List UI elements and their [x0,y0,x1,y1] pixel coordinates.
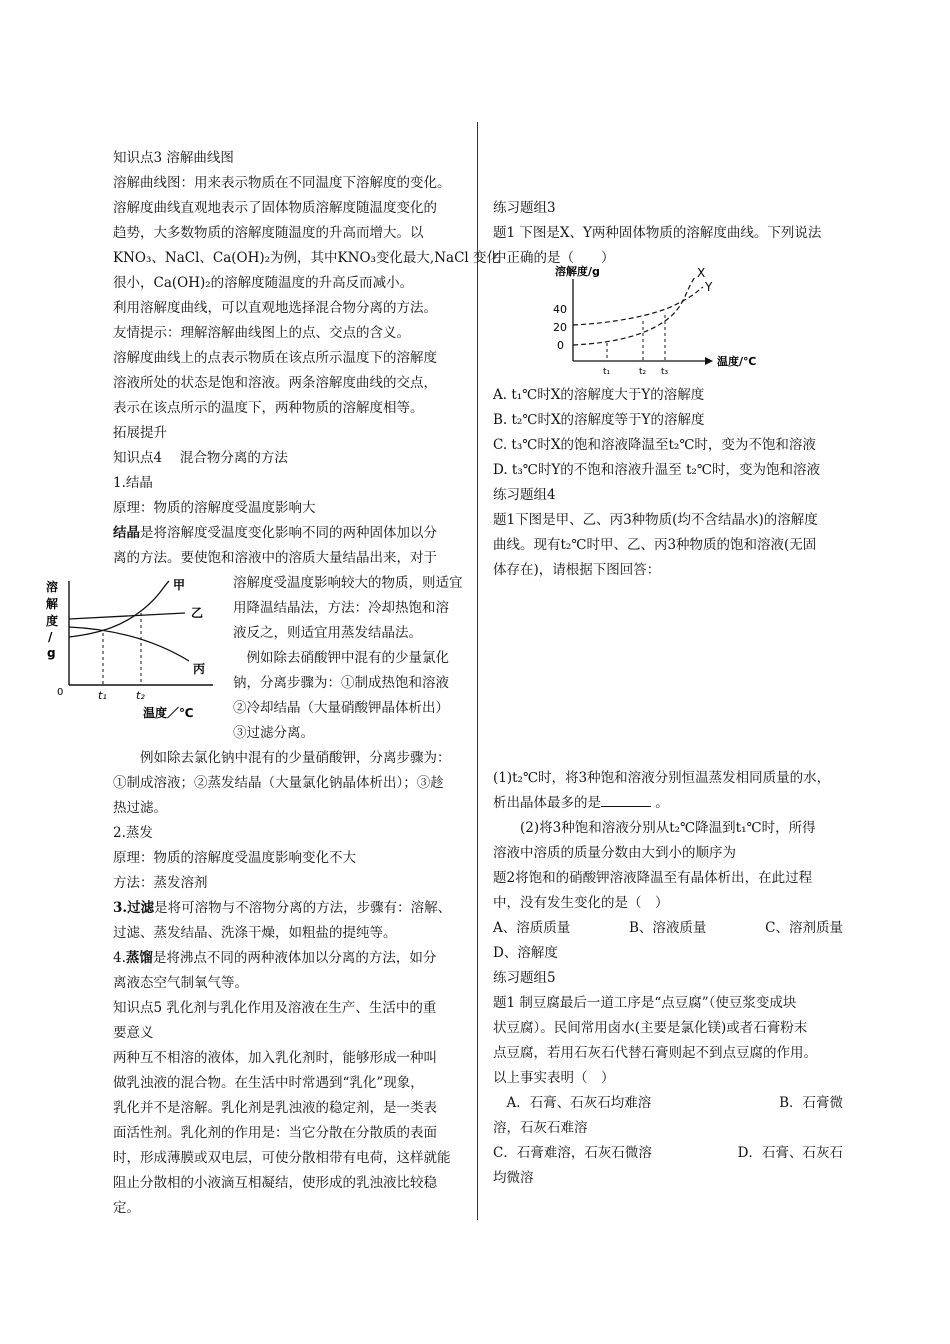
figure-space [493,583,843,766]
answer-blank[interactable] [601,792,651,807]
kp5-text: 定。 [113,1200,140,1216]
option-a: A. t₁℃时X的溶解度大于Y的溶解度 [493,387,705,403]
distillation-text [113,946,465,971]
chart1-label-jia: 甲 [173,578,186,592]
chart2-tick-20: 20 [553,321,567,334]
crystallization-text: 钠，分离步骤为：①制成热饱和溶液 [233,675,449,691]
filtration-term: 3.过滤 [113,900,155,916]
chart1-ylabel-3: 度 [46,614,59,628]
solubility-chart-xy [545,263,785,383]
chart1-xlabel: 温度／℃ [143,706,194,720]
evaporation-method: 方法：蒸发溶剂 [113,875,208,891]
distillation-number: 4. [113,950,126,966]
chart2-tick-t2: t₂ [639,367,647,377]
subquestion-1 [493,791,843,816]
crystallization-example: 例如除去氯化钠中混有的少量硝酸钾，分离步骤为： [140,750,451,766]
question-text: 曲线。现有t₂℃时甲、乙、丙3种物质的饱和溶液(无固 [493,537,817,553]
option-b-cont: 溶，石灰石难溶 [493,1120,588,1136]
kp3-title: 知识点3 溶解曲线图 [113,150,234,166]
kp5-title: 知识点5 乳化剂与乳化作用及溶液在生产、生活中的重 [113,1000,437,1016]
kp5-text: 面活性剂。乳化剂的作用是：当它分散在分散质的表面 [113,1125,437,1141]
left-column [46,146,501,1221]
option-b: B．石膏微 [779,1095,843,1111]
kp5-text: 两种互不相溶的液体，加入乳化剂时，能够形成一种叫 [113,1050,437,1066]
option-c: C. t₃℃时X的饱和溶液降温至t₂℃时，变为不饱和溶液 [493,437,816,453]
chart2-series-y [573,287,703,325]
option-d-cont: 均微溶 [493,1170,534,1186]
crystallization-text: 离的方法。要使饱和溶液中的溶质大量结晶出来，对于 [113,550,437,566]
crystallization-text: 溶解度受温度影响较大的物质，则适宜 [233,575,463,591]
chart2-series-x [573,277,695,345]
chart1-ylabel-2: 解 [46,597,59,611]
crystallization-text [113,521,465,546]
option-d: D、溶解度 [493,945,558,961]
chart1-origin: 0 [57,687,64,698]
crystallization-example: 热过滤。 [113,800,167,816]
crystallization-title: 1.结晶 [113,475,153,491]
exercise-group-3-title: 练习题组3 [493,200,556,216]
subquestion-1-text: 析出晶体最多的是 [493,795,601,811]
chart1-series-bing [69,627,189,661]
crystallization-text: 液反之，则适宜用蒸发结晶法。 [233,625,422,641]
evaporation-principle: 原理：物质的溶解度受温度影响变化不大 [113,850,356,866]
chart2-xlabel: 温度/℃ [717,355,757,368]
kp5-text: 乳化并不是溶解。乳化剂是乳浊液的稳定剂，是一类表 [113,1100,437,1116]
solubility-chart-abc [43,575,218,725]
question-text: 体存在)，请根据下图回答： [493,562,661,578]
chart2-tick-0: 0 [557,339,564,352]
kp3-text: 溶解度曲线上的点表示物质在该点所示温度下的溶解度 [113,350,437,366]
kp3-text: 表示在该点所示的温度下，两种物质的溶解度相等。 [113,400,424,416]
options-row [493,1141,843,1166]
option-b: B、溶液质量 [628,920,707,936]
chart1-label-yi: 乙 [191,606,204,620]
subquestion-2: 溶液中溶质的质量分数由大到小的顺序为 [493,845,736,861]
distillation-term: 蒸馏 [125,950,153,966]
filtration-text: 过滤、蒸发结晶、洗涤干燥，如粗盐的提纯等。 [113,925,397,941]
crystallization-principle: 原理：物质的溶解度受温度影响大 [113,500,316,516]
option-b: B. t₂℃时X的溶解度等于Y的溶解度 [493,412,705,428]
subquestion-1-end: 。 [651,795,669,811]
crystallization-text: ③过滤分离。 [233,725,314,741]
option-c: C．石膏难溶，石灰石微溶 [493,1145,652,1161]
chart1-tick-t1: t₁ [98,689,107,702]
chart2-tick-40: 40 [553,303,567,316]
question-text: 题1下图是甲、乙、丙3种物质(均不含结晶水)的溶解度 [493,512,818,528]
question-text: 状豆腐）。民间常用卤水(主要是氯化镁)或者石膏粉末 [493,1020,808,1036]
exercise-group-4-title: 练习题组4 [493,487,556,503]
chart-wrap-block [46,571,465,746]
filtration-text-rest: 是将可溶物与不溶物分离的方法，步骤有：溶解、 [154,900,452,916]
kp5-title: 要意义 [113,1025,154,1041]
options-row [493,1091,843,1116]
kp5-text: 时，形成薄膜或双电层，可使分散相带有电荷，这样就能 [113,1150,451,1166]
chart1-label-bing: 丙 [193,662,206,676]
chart2-x-arrow [705,357,713,365]
question-text: 中正确的是（ ） [493,250,615,266]
kp5-text: 做乳浊液的混合物。在生活中时常遇到“乳化”现象， [113,1075,424,1091]
kp3-text: 溶解度曲线直观地表示了固体物质溶解度随温度变化的 [113,200,437,216]
question-text: 题2将饱和的硝酸钾溶液降温至有晶体析出，在此过程 [493,870,813,886]
evaporation-title: 2.蒸发 [113,825,153,841]
kp3-text: 趋势，大多数物质的溶解度随温度的升高而增大。以 [113,225,424,241]
option-c: C、溶剂质量 [765,920,843,936]
column-divider [477,122,478,1220]
crystallization-text-rest: 是将溶解度受温度变化影响不同的两种固体加以分 [140,525,437,541]
kp3-tip: 友情提示：理解溶解曲线图上的点、交点的含义。 [113,325,410,341]
question-text: 中，没有发生变化的是（ ） [493,895,669,911]
filtration-text [113,896,465,921]
question-text: 题1 制豆腐最后一道工序是“点豆腐”（使豆浆变成块 [493,995,797,1011]
chart1-ylabel-1: 溶 [46,580,59,594]
chart2-label-y: Y [705,280,713,294]
crystallization-text: 例如除去硝酸钾中混有的少量氯化 [233,650,449,666]
kp3-paragraph: 溶解曲线图：用来表示物质在不同温度下溶解度的变化。 [113,175,451,191]
crystallization-text: ②冷却结晶（大量硝酸钾晶体析出） [233,700,449,716]
crystallization-term: 结晶 [113,525,140,541]
option-a: A、溶质质量 [493,920,571,936]
kp5-text: 阻止分散相的小液滴互相凝结，使形成的乳浊液比较稳 [113,1175,437,1191]
question-text: 点豆腐，若用石灰石代替石膏则起不到点豆腐的作用。 [493,1045,817,1061]
option-d: D．石膏、石灰石 [737,1145,843,1161]
kp3-text: KNO₃、NaCl、Ca(OH)₂为例，其中KNO₃变化最大,NaCl 变化 [113,250,501,266]
exercise-group-5-title: 练习题组5 [493,970,556,986]
chart1-tick-t2: t₂ [136,689,145,702]
options-row [493,916,843,941]
distillation-text: 离液态空气制氧气等。 [113,975,248,991]
chart2-tick-t1: t₁ [603,367,611,377]
option-a: A．石膏、石灰石均难溶 [493,1095,652,1111]
question-text: 以上事实表明（ ） [493,1070,615,1086]
right-column [493,196,843,1191]
chart1-ylabel-4: / [48,630,53,644]
subquestion-2: (2)将3种饱和溶液分别从t₂℃降温到t₁℃时，所得 [493,820,816,836]
chart2-label-x: X [697,266,706,280]
crystallization-text: 用降温结晶法，方法：冷却热饱和溶 [233,600,449,616]
extension-title: 拓展提升 [113,425,167,441]
chart1-ylabel-5: g [47,646,56,660]
chart2-ylabel: 溶解度/g [555,265,600,278]
kp3-text: 很小，Ca(OH)₂的溶解度随温度的升高反而减小。 [113,275,414,291]
kp3-text: 利用溶解度曲线，可以直观地选择混合物分离的方法。 [113,300,437,316]
crystallization-example: ①制成溶液；②蒸发结晶（大量氯化钠晶体析出）；③趁 [113,775,444,791]
option-d: D. t₃℃时Y的不饱和溶液升温至 t₂℃时，变为饱和溶液 [493,462,821,478]
chart2-tick-t3: t₃ [661,367,669,377]
kp3-text: 溶液所处的状态是饱和溶液。两条溶解度曲线的交点， [113,375,437,391]
question-text: 题1 下图是X、Y两种固体物质的溶解度曲线。下列说法 [493,225,822,241]
kp4-title: 知识点4 混合物分离的方法 [113,450,288,466]
distillation-text-rest: 是将沸点不同的两种液体加以分离的方法，如分 [152,950,437,966]
chart1-series-yi [69,613,185,619]
subquestion-1: (1)t₂℃时，将3种饱和溶液分别恒温蒸发相同质量的水， [493,770,831,786]
